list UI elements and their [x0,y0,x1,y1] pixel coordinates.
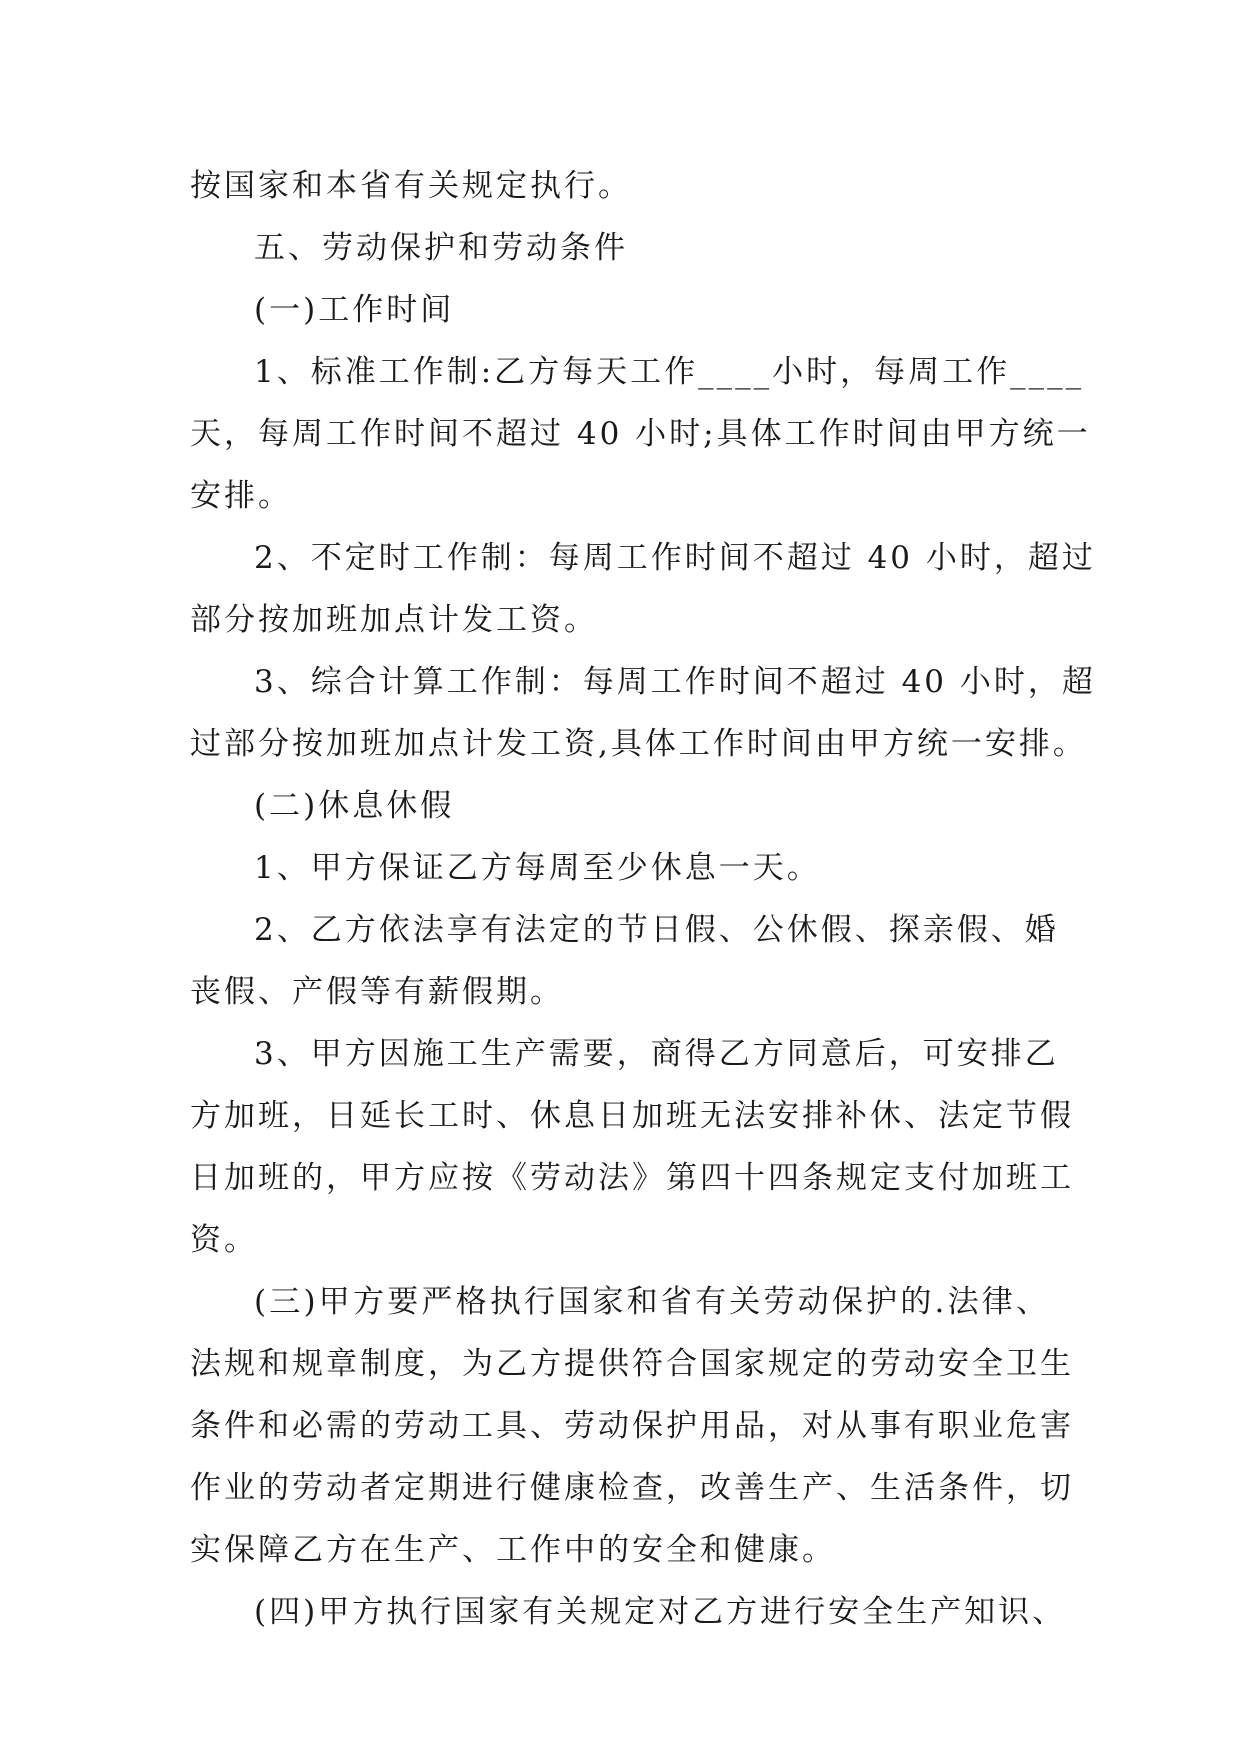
text-line: 3、甲方因施工生产需要，商得乙方同意后，可安排乙 [254,1036,1059,1072]
text-line: 实保障乙方在生产、工作中的安全和健康。 [190,1532,836,1568]
text-line: 条件和必需的劳动工具、劳动保护用品，对从事有职业危害 [190,1408,1074,1444]
text-line: 3、综合计算工作制：每周工作时间不超过 40 小时，超 [254,664,1096,700]
text-line: 方加班，日延长工时、休息日加班无法安排补休、法定节假 [190,1098,1074,1134]
text-line: 2、乙方依法享有法定的节日假、公休假、探亲假、婚 [254,912,1059,948]
subsection-heading: (二)休息休假 [254,788,455,824]
text-line: 法规和规章制度，为乙方提供符合国家规定的劳动安全卫生 [190,1346,1074,1382]
text-line: 作业的劳动者定期进行健康检查，改善生产、生活条件，切 [190,1470,1074,1506]
text-line: 部分按加班加点计发工资。 [190,602,598,638]
text-line: 按国家和本省有关规定执行。 [190,168,632,204]
text-line: (四)甲方执行国家有关规定对乙方进行安全生产知识、 [254,1594,1067,1630]
text-line: 过部分按加班加点计发工资,具体工作时间由甲方统一安排。 [190,726,1087,762]
text-line: (三)甲方要严格执行国家和省有关劳动保护的.法律、 [254,1284,1050,1320]
section-heading: 五、劳动保护和劳动条件 [254,230,628,266]
text-line: 日加班的，甲方应按《劳动法》第四十四条规定支付加班工 [190,1160,1074,1196]
text-line: 2、不定时工作制：每周工作时间不超过 40 小时，超过 [254,540,1096,576]
text-line: 丧假、产假等有薪假期。 [190,974,564,1010]
subsection-heading: (一)工作时间 [254,292,455,328]
text-line: 安排。 [190,478,292,514]
text-line: 天，每周工作时间不超过 40 小时;具体工作时间由甲方统一 [190,416,1091,452]
text-line: 1、甲方保证乙方每周至少休息一天。 [254,850,821,886]
text-line: 1、标准工作制:乙方每天工作____小时，每周工作____ [254,354,1085,390]
text-line: 资。 [190,1222,258,1258]
